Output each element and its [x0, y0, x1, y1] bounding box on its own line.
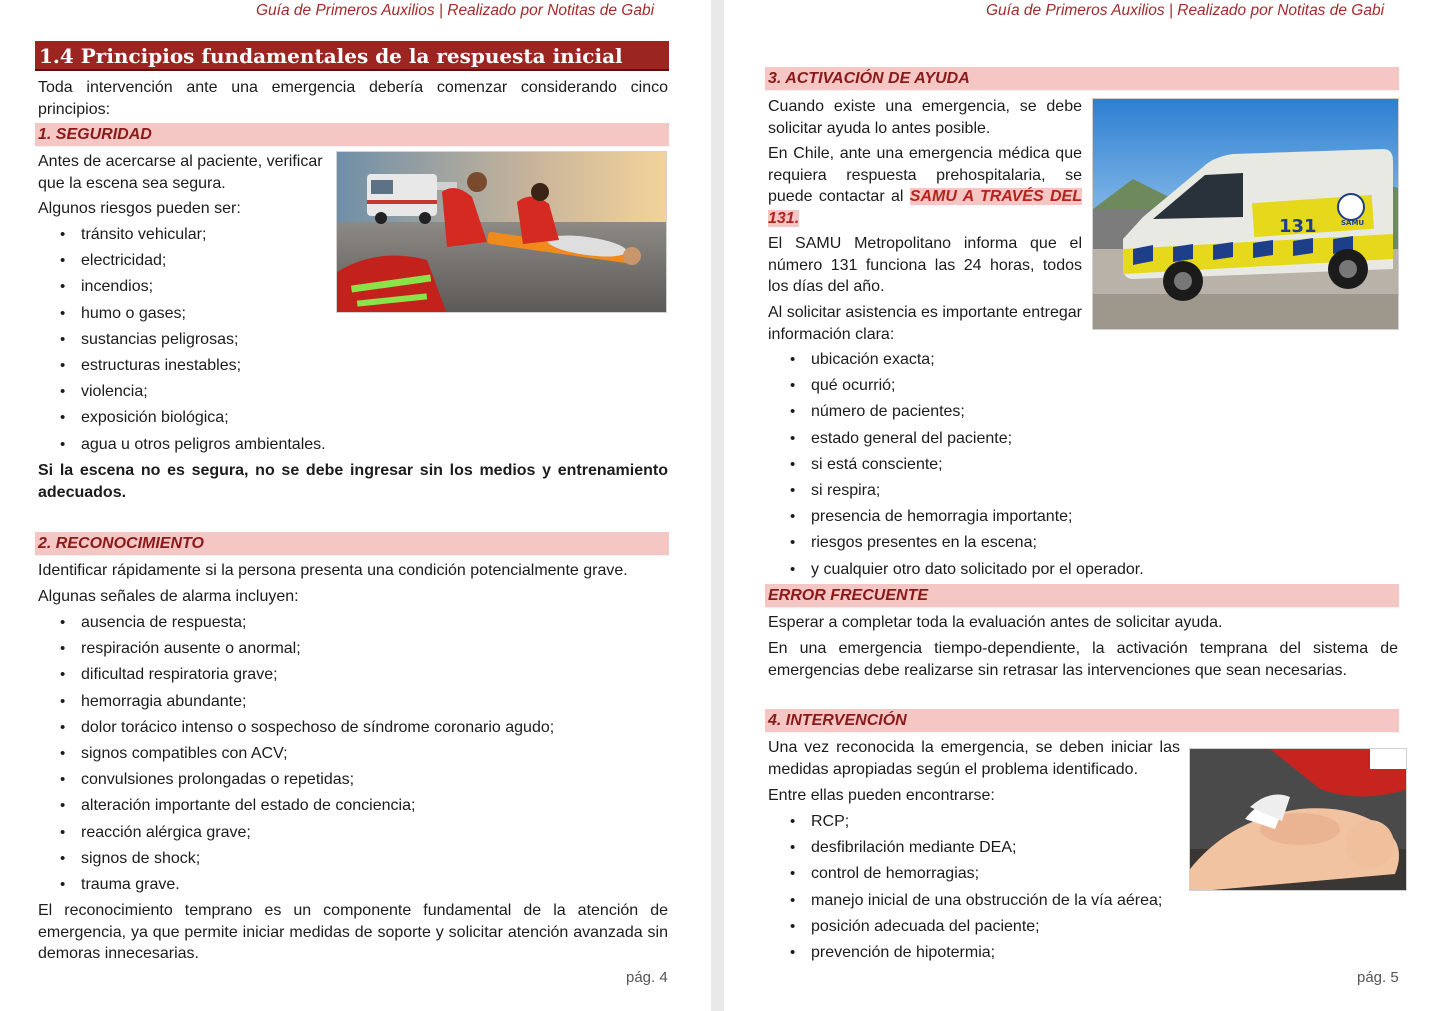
- intro-paragraph: Toda intervención ante una emergencia debería comenzar considerando cinco principios:: [38, 79, 668, 118]
- list-item: • presencia de hemorragia importante;: [768, 507, 1144, 533]
- list-item: • estructuras inestables;: [38, 356, 326, 382]
- list-item: • control de hemorragias;: [768, 864, 1162, 890]
- heading-reconocimiento: 2. RECONOCIMIENTO: [35, 532, 669, 555]
- list-item: • posición adecuada del paciente;: [768, 917, 1162, 943]
- list-item: • desfibrilación mediante DEA;: [768, 838, 1162, 864]
- list-item: • signos de shock;: [38, 849, 554, 875]
- list-item: • exposición biológica;: [38, 408, 326, 434]
- list-item: • dolor torácico intenso o sospechoso de síndrome coronario agudo;: [38, 718, 554, 744]
- error-paragraph-2: En una emergencia tiempo-dependiente, la activación temprana del sistema de emergencias debe realizarse sin retrasar las intervenciones que sean necesarias.: [768, 640, 1398, 679]
- list-item: • y cualquier otro dato solicitado por el operador.: [768, 560, 1144, 586]
- ambulance-brand: SAMU: [1341, 219, 1365, 227]
- list-item: • ausencia de respuesta;: [38, 613, 554, 639]
- reconocimiento-closing: El reconocimiento temprano es un componente fundamental de la atención de emergencia, ya que permite iniciar medidas de soporte y solicitar atención avanzada sin demoras innecesarias.: [38, 902, 668, 962]
- list-item: • ubicación exacta;: [768, 350, 1144, 376]
- list-item: • hemorragia abundante;: [38, 692, 554, 718]
- call-info-list: [768, 350, 1144, 586]
- heading-seguridad: 1. SEGURIDAD: [35, 123, 669, 146]
- list-item: • incendios;: [38, 277, 326, 303]
- list-item: • estado general del paciente;: [768, 429, 1144, 455]
- list-item: • si está consciente;: [768, 455, 1144, 481]
- intervencion-paragraph-1: Una vez reconocida la emergencia, se deben iniciar las medidas apropiadas según el problema identificado.: [768, 739, 1180, 778]
- ambulance-number: 131: [1279, 216, 1317, 237]
- list-item: • qué ocurrió;: [768, 376, 1144, 402]
- cpr-photo: [1189, 748, 1407, 891]
- reconocimiento-paragraph-1: Identificar rápidamente si la persona presenta una condición potencialmente grave.: [38, 562, 628, 579]
- list-item: • número de pacientes;: [768, 402, 1144, 428]
- intervencion-paragraph-2: Entre ellas pueden encontrarse:: [768, 787, 995, 804]
- samu-131-highlight: SAMU A TRAVÉS DEL 131.: [768, 188, 1082, 227]
- rescue-photo: [336, 151, 667, 313]
- list-item: • electricidad;: [38, 251, 326, 277]
- activacion-text: En Chile, ante una emergencia médica que requiera respuesta prehospitalaria, se puede contactar al: [768, 145, 1082, 205]
- list-item: • manejo inicial de una obstrucción de la vía aérea;: [768, 891, 1162, 917]
- running-header: Guía de Primeros Auxilios | Realizado por Notitas de Gabi: [986, 2, 1385, 19]
- activacion-paragraph-2: [768, 143, 1082, 229]
- list-item: • prevención de hipotermia;: [768, 943, 1162, 969]
- seguridad-paragraph-2: Algunos riesgos pueden ser:: [38, 200, 241, 217]
- list-item: • alteración importante del estado de conciencia;: [38, 796, 554, 822]
- page-number: pág. 5: [1357, 969, 1399, 986]
- list-item: • dificultad respiratoria grave;: [38, 665, 554, 691]
- heading-error-frecuente: ERROR FRECUENTE: [765, 584, 1399, 607]
- list-item: • sustancias peligrosas;: [38, 330, 326, 356]
- intervention-list: [768, 812, 1162, 969]
- heading-activacion-ayuda: 3. ACTIVACIÓN DE AYUDA: [765, 67, 1399, 90]
- activacion-paragraph-1: Cuando existe una emergencia, se debe solicitar ayuda lo antes posible.: [768, 98, 1082, 137]
- list-item: • riesgos presentes en la escena;: [768, 533, 1144, 559]
- list-item: • convulsiones prolongadas o repetidas;: [38, 770, 554, 796]
- section-title: 1.4 Principios fundamentales de la respuesta inicial: [35, 41, 669, 71]
- list-item: • humo o gases;: [38, 304, 326, 330]
- heading-intervencion: 4. INTERVENCIÓN: [765, 709, 1399, 732]
- list-item: • violencia;: [38, 382, 326, 408]
- seguridad-paragraph-1: Antes de acercarse al paciente, verificar que la escena sea segura.: [38, 153, 323, 192]
- activacion-paragraph-4: Al solicitar asistencia es importante entregar información clara:: [768, 304, 1082, 343]
- list-item: • respiración ausente o anormal;: [38, 639, 554, 665]
- list-item: • tránsito vehicular;: [38, 225, 326, 251]
- running-header: Guía de Primeros Auxilios | Realizado por Notitas de Gabi: [256, 2, 655, 19]
- risk-list: [38, 225, 326, 461]
- list-item: • trauma grave.: [38, 875, 554, 901]
- alarm-signs-list: [38, 613, 554, 901]
- list-item: • signos compatibles con ACV;: [38, 744, 554, 770]
- page-number: pág. 4: [626, 969, 668, 986]
- list-item: • agua u otros peligros ambientales.: [38, 435, 326, 461]
- reconocimiento-paragraph-2: Algunas señales de alarma incluyen:: [38, 588, 299, 605]
- list-item: • RCP;: [768, 812, 1162, 838]
- safety-warning: Si la escena no es segura, no se debe ingresar sin los medios y entrenamiento adecuados.: [38, 462, 668, 501]
- activacion-paragraph-3: El SAMU Metropolitano informa que el número 131 funciona las 24 horas, todos los días del año.: [768, 235, 1082, 295]
- ambulance-photo: [1092, 98, 1399, 330]
- page-5: [724, 0, 1440, 1011]
- list-item: • si respira;: [768, 481, 1144, 507]
- list-item: • reacción alérgica grave;: [38, 823, 554, 849]
- error-paragraph-1: Esperar a completar toda la evaluación antes de solicitar ayuda.: [768, 614, 1223, 631]
- page-4: [0, 0, 711, 1011]
